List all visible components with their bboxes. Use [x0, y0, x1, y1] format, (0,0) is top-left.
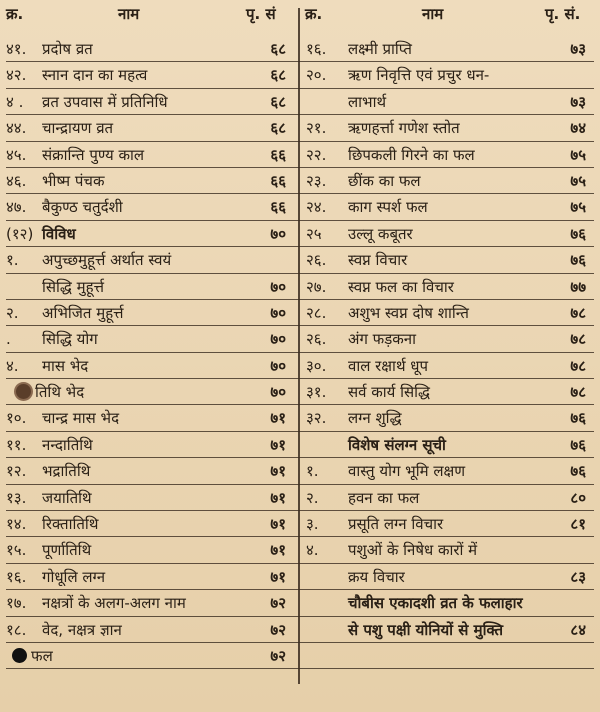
right-entry-title: [348, 194, 548, 220]
left-entry-number: ४६.: [6, 171, 27, 190]
left-entry-title-text: बैकुण्ठ चतुर्दशी: [42, 198, 123, 217]
right-entry-number: २२.: [306, 145, 327, 164]
left-entry-title: [42, 115, 252, 141]
ink-blot-icon: [16, 384, 31, 399]
table-row: [0, 274, 600, 300]
left-entry-title-text: भद्रातिथि: [42, 462, 91, 481]
right-entry-page: ७६: [570, 224, 586, 243]
left-entry-title-text: गोधूलि लग्न: [42, 567, 106, 586]
right-entry-title: [348, 221, 548, 247]
left-entry-title-text: प्रदोष व्रत: [42, 40, 93, 58]
left-entry-title-text: तिथि भेद: [35, 383, 85, 402]
right-entry-page: ७४: [570, 119, 586, 138]
left-entry-title: [35, 379, 252, 405]
right-entry-page: ७५: [570, 198, 586, 217]
right-entry-number: १.: [306, 462, 319, 481]
left-entry-title: [42, 89, 252, 115]
right-entry-title: [348, 458, 548, 484]
table-row: [0, 326, 600, 352]
contents-table: [0, 36, 600, 669]
left-entry-title-text: नन्दातिथि: [42, 435, 93, 454]
right-entry-title: [348, 300, 548, 326]
table-row: [0, 617, 600, 643]
left-entry-number: ४७.: [6, 198, 27, 217]
right-entry-page: ७३: [570, 92, 586, 111]
right-entry-title: [348, 564, 548, 590]
right-entry-title-text: लग्न शुद्धि: [348, 409, 402, 428]
table-row: [0, 432, 600, 458]
left-entry-number: १.: [6, 251, 19, 270]
right-entry-page: ७७: [570, 277, 586, 296]
right-entry-page: ८१: [570, 515, 586, 534]
table-row: [0, 142, 600, 168]
bullet-icon: [12, 648, 27, 663]
right-entry-number: २.: [306, 488, 319, 507]
left-entry-number: १०.: [6, 409, 27, 428]
right-entry-title-text: स्वप्न विचार: [348, 251, 408, 270]
left-entry-title-text: रिक्तातिथि: [42, 515, 99, 534]
left-entry-title-text: संक्रान्ति पुण्य काल: [42, 145, 145, 164]
table-row: [0, 221, 600, 247]
right-entry-number: २८.: [306, 303, 327, 322]
right-entry-number: २४.: [306, 198, 327, 217]
table-row: [0, 36, 600, 62]
right-entry-title-text: उल्लू कबूतर: [348, 224, 413, 243]
left-entry-title: [42, 537, 252, 563]
right-entry-title-text: क्रय विचार: [348, 567, 405, 586]
left-entry-title-text: चान्द्रायण व्रत: [42, 119, 114, 138]
right-entry-page: ७५: [570, 145, 586, 164]
right-entry-page: ८४: [570, 620, 586, 639]
header-left-page: पृ. सं: [246, 5, 276, 23]
right-entry-number: २१.: [306, 119, 327, 138]
right-entry-title-text: छींक का फल: [348, 171, 421, 190]
right-entry-title: [348, 168, 548, 194]
left-entry-title: [42, 485, 252, 511]
left-entry-page: ७१: [270, 462, 286, 481]
left-entry-page: ६८: [270, 119, 286, 138]
table-row: [0, 247, 600, 273]
right-entry-title: [348, 432, 548, 458]
right-entry-number: ४.: [306, 541, 319, 560]
table-row: [0, 405, 600, 431]
left-entry-title: [42, 300, 252, 326]
left-entry-page: ७१: [270, 567, 286, 586]
right-entry-title-text: से पशु पक्षी योनियों से मुक्ति: [348, 620, 504, 639]
left-entry-title: [42, 432, 252, 458]
right-entry-number: २५: [306, 224, 322, 243]
left-entry-title-text: जयातिथि: [42, 488, 92, 507]
left-entry-page: ६८: [270, 66, 286, 85]
left-entry-page: ७२: [270, 620, 286, 639]
table-row: [0, 379, 600, 405]
left-entry-page: ७२: [270, 646, 286, 665]
right-entry-title: [348, 326, 548, 352]
left-entry-page: ७२: [270, 594, 286, 613]
header-right-number: क्र.: [305, 5, 323, 23]
right-entry-title: [348, 36, 548, 62]
left-entry-page: ७१: [270, 435, 286, 454]
left-entry-number: ४४.: [6, 119, 27, 138]
right-entry-title-text: ऋण निवृत्ति एवं प्रचुर धन-: [348, 66, 490, 85]
table-row: [0, 458, 600, 484]
right-entry-title: [348, 485, 548, 511]
left-entry-page: ६६: [270, 145, 286, 164]
left-entry-title: [42, 326, 252, 352]
right-entry-title-text: विशेष संलग्न सूची: [348, 435, 446, 454]
table-row: [0, 564, 600, 590]
header-right-name: नाम: [422, 5, 444, 23]
right-entry-title-text: वास्तु योग भूमि लक्षण: [348, 462, 466, 481]
left-entry-title: [42, 247, 252, 273]
header-right-page: पृ. सं.: [545, 5, 581, 23]
table-row: [0, 353, 600, 379]
left-entry-number: .: [6, 330, 11, 349]
right-entry-number: ३०.: [306, 356, 327, 375]
right-entry-title: [348, 511, 548, 537]
table-row: [0, 168, 600, 194]
left-entry-page: ६८: [270, 92, 286, 111]
left-entry-title-text: स्नान दान का महत्व: [42, 66, 148, 85]
right-entry-title-text: अशुभ स्वप्न दोष शान्ति: [348, 303, 469, 322]
right-entry-title-text: प्रसूति लग्न विचार: [348, 515, 444, 534]
left-entry-title-text: अभिजित मुहूर्त्त: [42, 303, 124, 322]
left-entry-page: ७०: [270, 356, 286, 375]
left-entry-number: २.: [6, 303, 19, 322]
left-entry-title: [42, 36, 252, 62]
left-entry-page: ६६: [270, 198, 286, 217]
left-entry-number: १६.: [6, 567, 27, 586]
right-entry-title-text: छिपकली गिरने का फल: [348, 145, 475, 164]
left-entry-number: ४५.: [6, 145, 27, 164]
left-entry-title-text: भीष्म पंचक: [42, 171, 105, 190]
right-entry-title: [348, 247, 548, 273]
left-entry-title-text: विविध: [42, 224, 76, 243]
left-entry-number: ४ .: [6, 92, 24, 111]
left-entry-page: ७१: [270, 515, 286, 534]
right-entry-page: ७८: [570, 303, 586, 322]
left-entry-title: [42, 168, 252, 194]
left-entry-title-text: व्रत उपवास में प्रतिनिधि: [42, 92, 168, 111]
left-entry-title: [31, 643, 252, 669]
left-entry-number: ४२.: [6, 66, 27, 85]
left-entry-title: [42, 62, 252, 88]
left-entry-title: [42, 142, 252, 168]
table-row: [0, 115, 600, 141]
table-row: [0, 643, 600, 669]
left-entry-title-text: सिद्धि योग: [42, 330, 98, 349]
left-entry-title-text: वेद, नक्षत्र ज्ञान: [42, 620, 122, 639]
right-entry-page: ७६: [570, 409, 586, 428]
left-entry-number: १५.: [6, 541, 27, 560]
right-entry-title-text: काग स्पर्श फल: [348, 198, 428, 217]
left-entry-number: ४१.: [6, 40, 27, 58]
left-entry-title: [42, 405, 252, 431]
right-entry-title-text: लाभार्थ: [348, 92, 387, 111]
right-entry-number: १६.: [306, 40, 327, 58]
left-entry-page: ७०: [270, 224, 286, 243]
left-entry-number: ११.: [6, 435, 27, 454]
left-entry-title: [42, 458, 252, 484]
left-entry-number: १२.: [6, 462, 27, 481]
left-entry-number: १४.: [6, 515, 27, 534]
left-entry-page: ७०: [270, 383, 286, 402]
left-entry-number: १७.: [6, 594, 27, 613]
right-entry-title-text: सर्व कार्य सिद्धि: [348, 383, 431, 402]
row-separator: [6, 668, 594, 669]
table-row: [0, 194, 600, 220]
left-entry-title-text: चान्द्र मास भेद: [42, 409, 120, 428]
right-entry-title: [348, 405, 548, 431]
left-entry-title: [42, 221, 252, 247]
right-entry-title: [348, 537, 548, 563]
left-entry-title-text: अपुच्छमुहूर्त्त अर्थात स्वयं: [42, 251, 172, 270]
left-entry-page: ७०: [270, 277, 286, 296]
left-entry-title-text: नक्षत्रों के अलग-अलग नाम: [42, 594, 186, 613]
right-entry-page: ७३: [570, 40, 586, 58]
left-entry-title-text: मास भेद: [42, 356, 89, 375]
right-entry-title: [348, 89, 548, 115]
table-row: [0, 590, 600, 616]
left-entry-title-text: पूर्णातिथि: [42, 541, 92, 560]
left-entry-title-text: फल: [31, 646, 53, 665]
right-entry-number: ३.: [306, 515, 319, 534]
right-entry-page: ७६: [570, 462, 586, 481]
right-entry-page: ७५: [570, 171, 586, 190]
right-entry-title-text: हवन का फल: [348, 488, 420, 507]
right-entry-number: २६.: [306, 330, 327, 349]
left-entry-page: ६८: [270, 40, 286, 58]
left-entry-page: ७१: [270, 541, 286, 560]
right-entry-title: [348, 142, 548, 168]
header-left-name: नाम: [118, 5, 140, 23]
left-entry-title: [42, 274, 252, 300]
table-row: [0, 300, 600, 326]
right-entry-title: [348, 62, 548, 88]
right-entry-page: ८३: [570, 567, 586, 586]
right-entry-title-text: स्वप्न फल का विचार: [348, 277, 454, 296]
right-entry-title: [348, 617, 548, 643]
right-entry-title-text: पशुओं के निषेध कारों में: [348, 541, 478, 560]
left-entry-title: [42, 353, 252, 379]
right-entry-title: [348, 274, 548, 300]
right-entry-number: २३.: [306, 171, 327, 190]
left-entry-number: १८.: [6, 620, 27, 639]
table-row: [0, 89, 600, 115]
right-entry-number: २०.: [306, 66, 327, 85]
left-entry-title: [42, 590, 252, 616]
right-entry-page: ७८: [570, 383, 586, 402]
left-entry-number: ४.: [6, 356, 19, 375]
left-entry-title: [42, 194, 252, 220]
left-entry-title: [42, 617, 252, 643]
table-row: [0, 537, 600, 563]
right-entry-number: ३१.: [306, 383, 327, 402]
right-entry-title-text: लक्ष्मी प्राप्ति: [348, 40, 412, 58]
right-entry-title-text: चौबीस एकादशी व्रत के फलाहार: [348, 594, 523, 613]
left-entry-number: (१२): [6, 224, 34, 243]
right-entry-title-text: वाल रक्षार्थ धूप: [348, 356, 429, 375]
right-entry-title-text: ऋणहर्त्ता गणेश स्तोत: [348, 119, 460, 138]
left-entry-page: ६६: [270, 171, 286, 190]
right-entry-title: [348, 379, 548, 405]
left-entry-page: ७०: [270, 303, 286, 322]
left-entry-title: [42, 564, 252, 590]
left-entry-page: ७०: [270, 330, 286, 349]
left-entry-number: १३.: [6, 488, 27, 507]
left-entry-title: [42, 511, 252, 537]
left-entry-page: ७१: [270, 488, 286, 507]
right-entry-page: ७६: [570, 435, 586, 454]
header-left-number: क्र.: [6, 5, 24, 23]
left-entry-title-text: सिद्धि मुहूर्त्त: [42, 277, 104, 296]
right-entry-number: २७.: [306, 277, 327, 296]
table-row: [0, 62, 600, 88]
right-entry-page: ८०: [570, 488, 586, 507]
table-header: [0, 0, 600, 30]
right-entry-page: ७६: [570, 251, 586, 270]
right-entry-title: [348, 353, 548, 379]
right-entry-number: ३२.: [306, 409, 327, 428]
right-entry-title: [348, 590, 548, 616]
left-entry-page: ७१: [270, 409, 286, 428]
right-entry-title-text: अंग फड़कना: [348, 330, 416, 349]
right-entry-title: [348, 115, 548, 141]
right-entry-page: ७८: [570, 356, 586, 375]
table-row: [0, 485, 600, 511]
right-entry-page: ७८: [570, 330, 586, 349]
right-entry-number: २६.: [306, 251, 327, 270]
table-row: [0, 511, 600, 537]
